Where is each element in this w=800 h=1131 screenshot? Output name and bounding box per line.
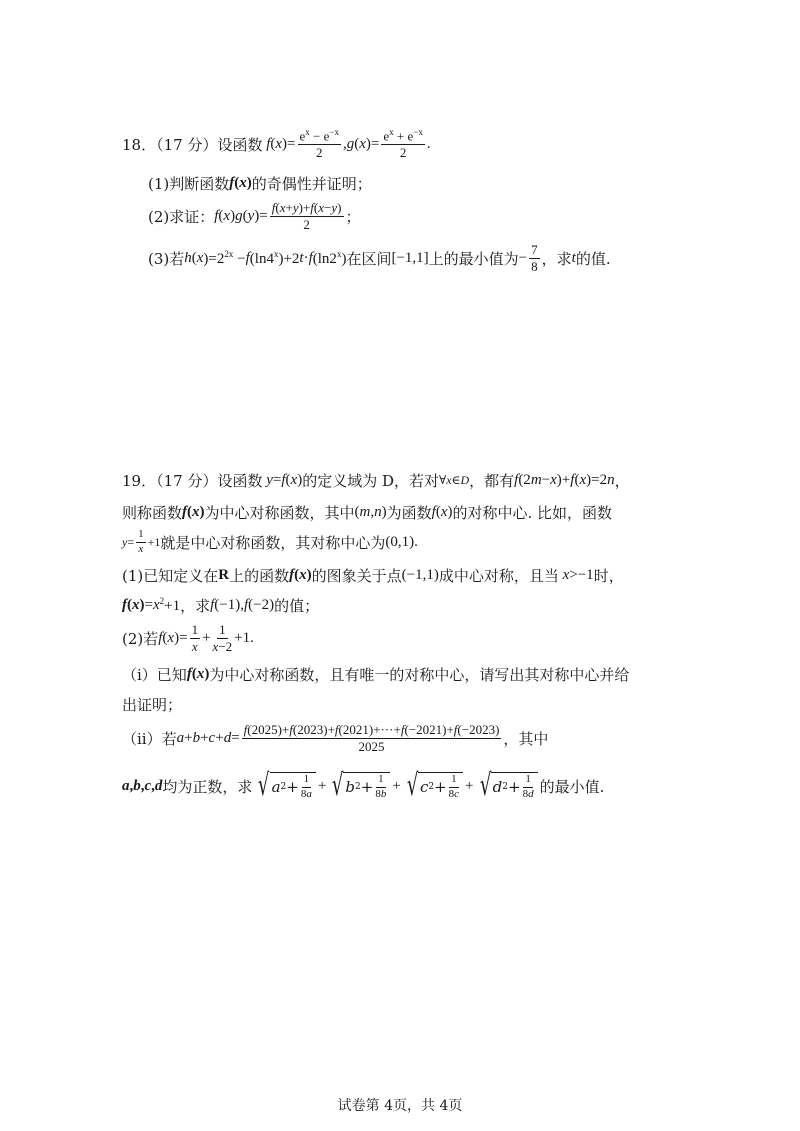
q19-sub2: (2)若 f ( x )= $\frac{1}{x}$ + $\frac{1}{x-2}$ +1. <box>122 621 254 654</box>
q19-line2: 则称函数 f ( x ) 为中心对称函数，其中 ( m , n ) 为函数 f ( x ) 的对称中心. 比如，函数 <box>122 503 613 522</box>
q18-g-def: g <box>346 135 355 152</box>
q19-sub1-line2: f ( x ) = x $^2$+1 ，求 f (−1), f (−2) 的值； <box>122 595 320 615</box>
sqrt-b: √ b 2 + $\frac{1}{8b}$ <box>328 771 390 801</box>
q18-min-fraction: $\frac{7}{8}$ <box>531 241 538 274</box>
sqrt-c: √ c 2 + $\frac{1}{8c}$ <box>403 771 463 801</box>
q19-sum-fraction: $\frac{f(2025)+f(2023)+f(2021)+\cdot\cdot\cdot+f(-2021)+f(-2023)}{2025}$ <box>243 721 500 754</box>
q19-line1: 19．（17 分）设函数 y = f ( x ) 的定义域为 D，若对 ∀x∈D ，都有 f (2 m − x )+ f ( x )=2 n ， <box>122 471 630 490</box>
q18-line1: 18．（17 分）设函数 f ( x )= $\frac{e^x - e^{-x}}{2}$ , g ( x )= $\frac{e^x + e^{-x}}{2}$ . <box>122 127 431 161</box>
q19-sub-i-line1: （i）已知 f ( x ) 为中心对称函数，且有唯一的对称中心，请写出其对称中心并给 <box>122 665 630 684</box>
q18-part2: (2)求证： f ( x ) g ( y )= $\frac{f(x+y)+f(x-y)}{2}$ ； <box>148 199 361 232</box>
q19-sub-ii-line1: （ii）若 a + b + c + d = $\frac{f(2025)+f(2023)+f(2021)+\cdot\cdot\cdot+f(-2021)+f(-2023)}{2025}$ ，其中 <box>122 721 549 754</box>
q19-heading: 19．（17 分）设函数 <box>122 471 263 490</box>
q19-sub-i-line2: 出证明； <box>122 695 183 714</box>
q18-f-def: f <box>262 135 271 152</box>
q18-identity-fraction: $\frac{f(x+y)+f(x-y)}{2}$ <box>271 199 342 232</box>
q18-g-fraction: $\frac{e^x + e^{-x}}{2}$ <box>383 127 423 161</box>
q18-f-fraction: $\frac{e^x - e^{-x}}{2}$ <box>299 127 339 161</box>
page-footer: 试卷第 4页，共 4页 <box>337 1098 463 1114</box>
q19-line3: y = $\frac{1}{x}$ +1 就是中心对称函数，其对称中心为 (0,1) . <box>122 527 418 555</box>
q19-sub-ii-line2: a , b , c , d 均为正数，求 √ a 2 + $\frac{1}{8a}$ + √ b 2 + $\frac{1}{8b}$ + √ c 2 + $\frac{1}{8c}$ + √ d 2 + $\frac{1}{8d}$ 的最小值. <box>122 768 605 803</box>
q19-sub1-line1: (1)已知定义在 R 上的函数 f ( x ) 的图象关于点 (−1,1) 成中心对称，且当 x >−1 时， <box>122 566 624 585</box>
q18-part1: (1)判断函数 f ( x ) 的奇偶性并证明； <box>148 174 372 193</box>
q18-heading: 18．（17 分）设函数 <box>122 135 263 154</box>
sqrt-a: √ a 2 + $\frac{1}{8a}$ <box>254 771 315 801</box>
q19-example-fraction: $\frac{1}{x}$ <box>138 527 144 555</box>
sqrt-d: √ d 2 + $\frac{1}{8d}$ <box>476 771 538 801</box>
q18-part3: (3)若 h ( x )$=2^{2x}$ − f $(\ln 4^x)+2$ t · f (ln2$^x$) 在区间 [−1,1] 上的最小值为 − $\frac{7}{8}$ ，求 t 的值. <box>148 241 611 274</box>
